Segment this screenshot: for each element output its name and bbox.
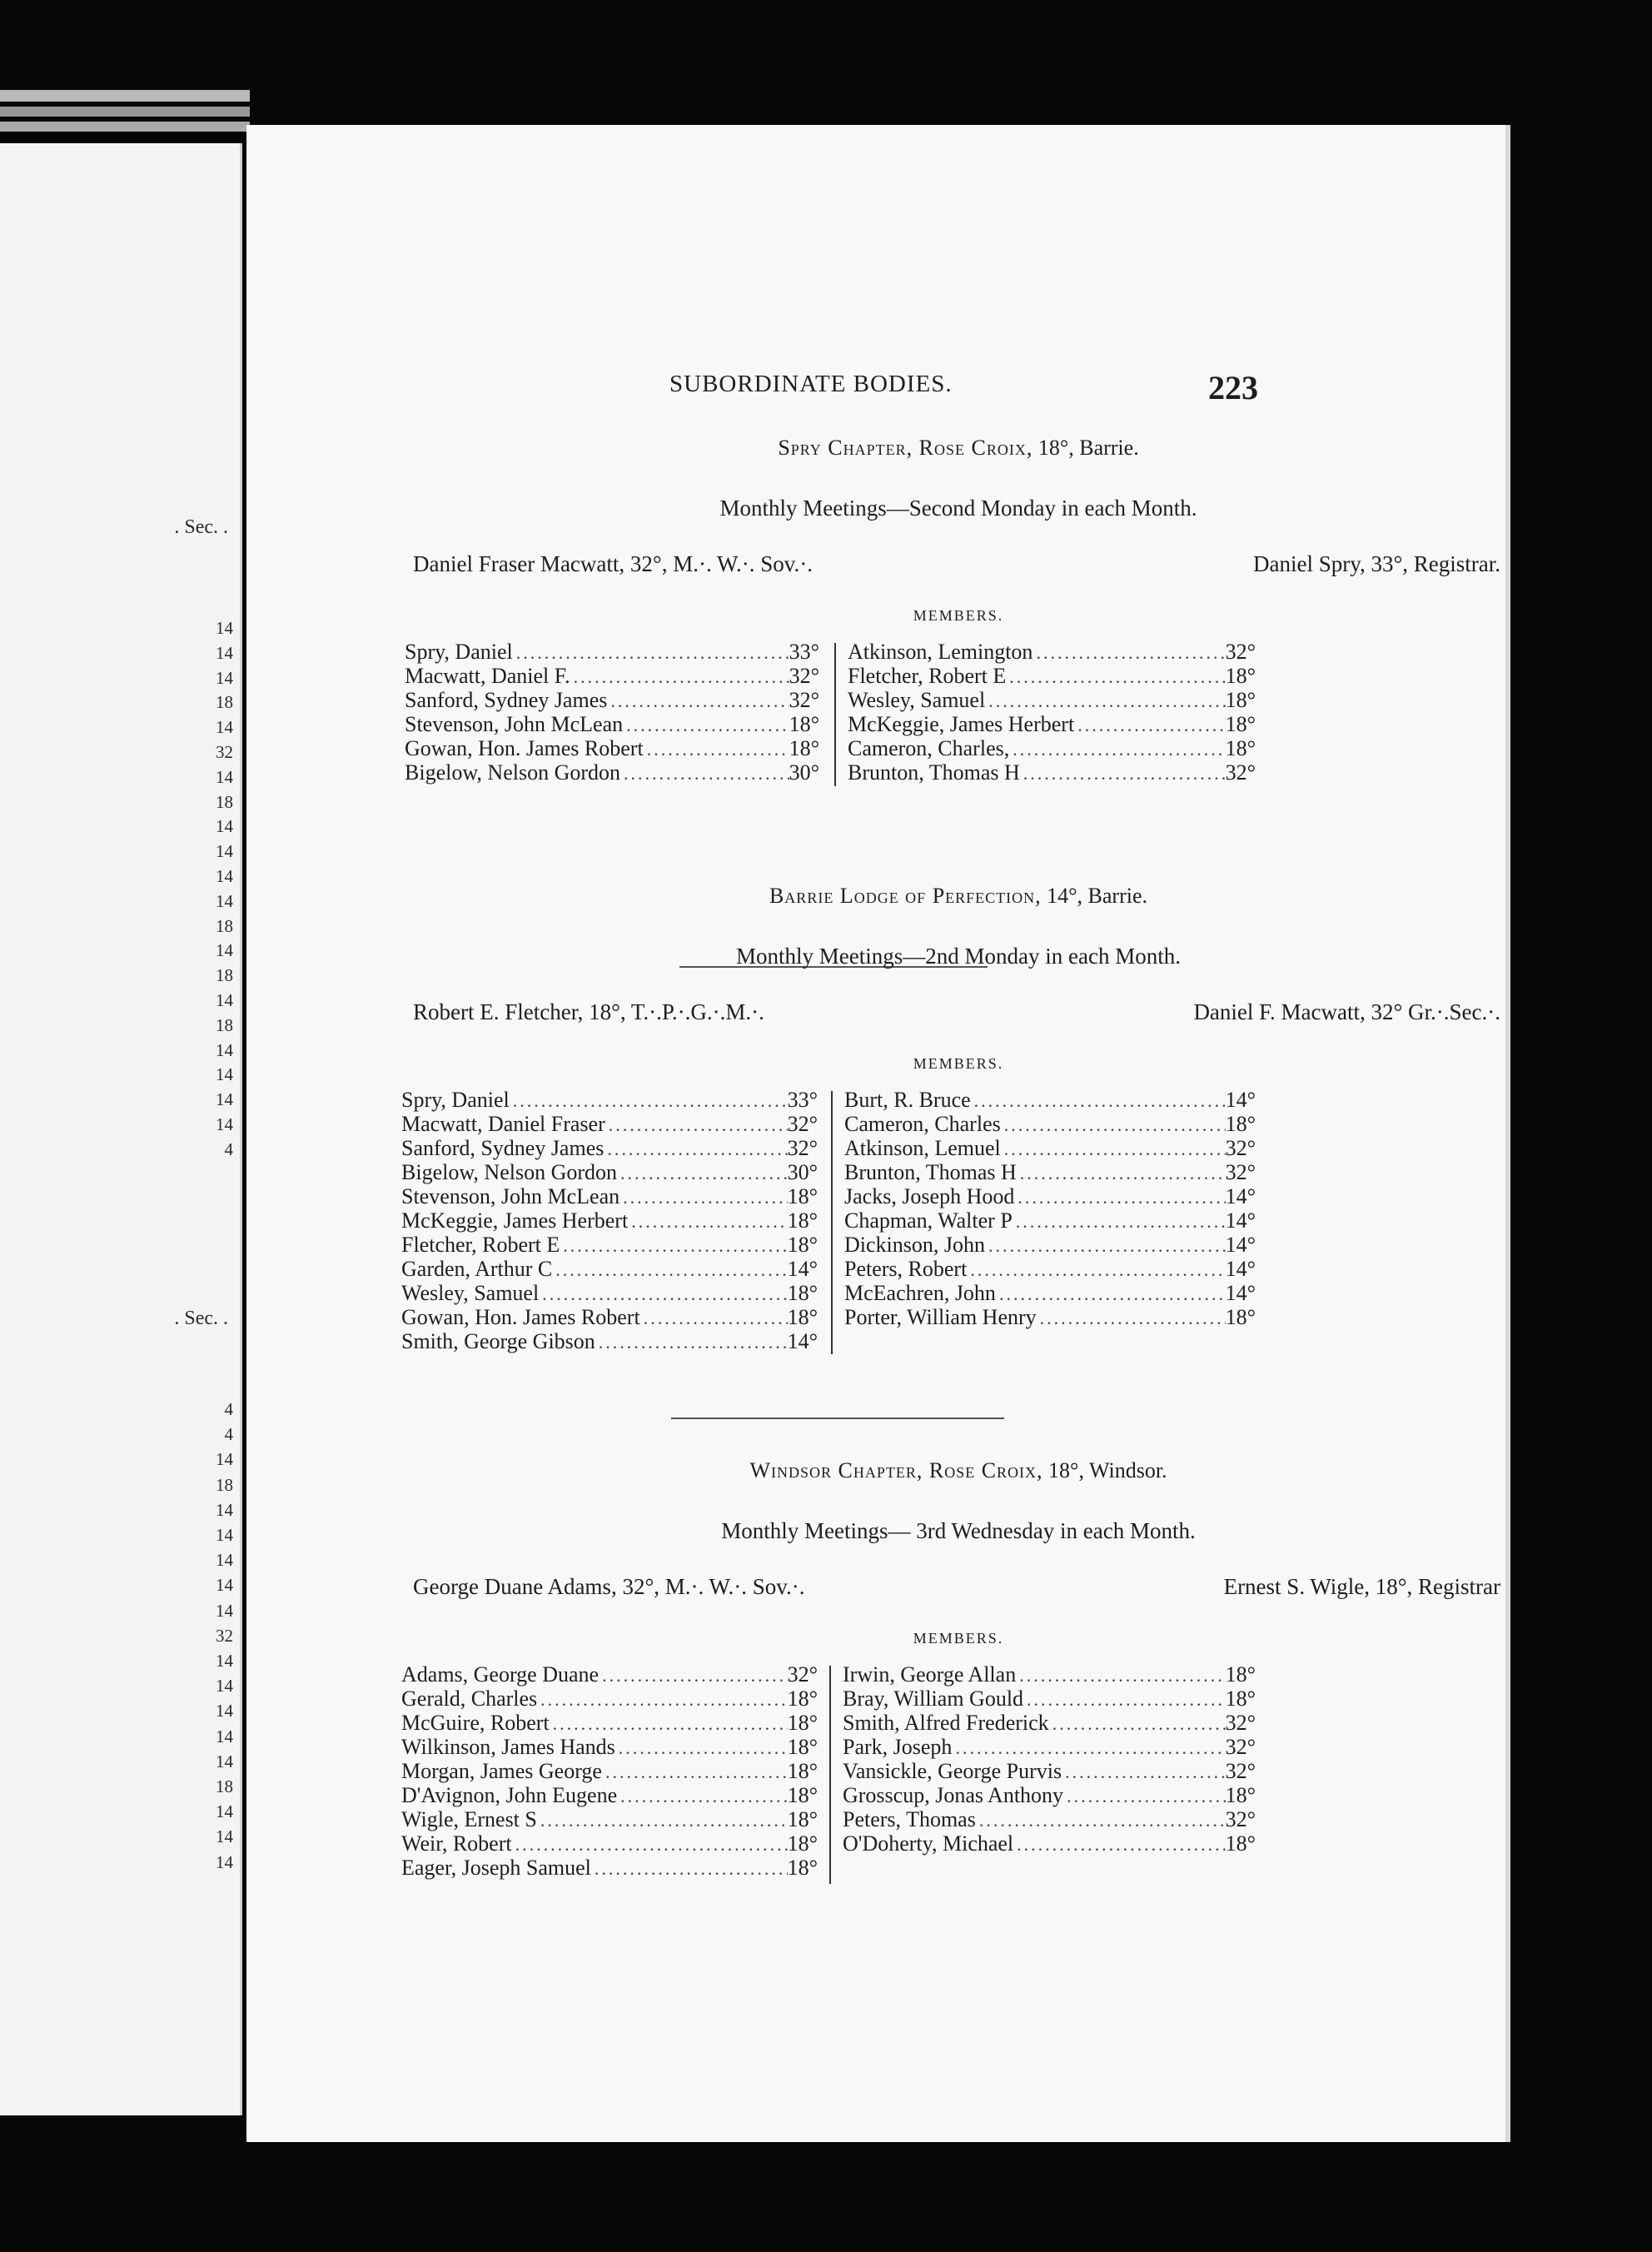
member-degree: 18° xyxy=(787,1735,818,1759)
facing-page-number: 14 xyxy=(216,1801,233,1822)
officer-presiding: Daniel Fraser Macwatt, 32°, M.·. W.·. Sov.·. xyxy=(413,551,813,576)
facing-page-number: 14 xyxy=(216,1114,233,1134)
member-row xyxy=(401,1160,818,1184)
member-degree: 14° xyxy=(1225,1257,1256,1281)
member-name: Sanford, Sydney James xyxy=(405,688,608,712)
member-degree: 18° xyxy=(1225,1112,1256,1136)
officer-registrar: Daniel Spry, 33°, Registrar. xyxy=(1253,551,1500,576)
facing-page-number: 18 xyxy=(216,1014,233,1035)
members-column-left xyxy=(401,1088,818,1353)
member-degree: 18° xyxy=(787,1184,818,1208)
member-name: Spry, Daniel xyxy=(405,640,513,664)
member-degree: 18° xyxy=(787,1856,818,1880)
member-row xyxy=(844,1184,1256,1208)
member-degree: 18° xyxy=(1225,736,1256,760)
member-degree: 18° xyxy=(787,1807,818,1831)
facing-page-number: 14 xyxy=(216,1651,233,1671)
section-title-rest: 14°, Barrie. xyxy=(1041,884,1148,908)
facing-page-number: 18 xyxy=(216,791,233,812)
member-row xyxy=(405,664,819,688)
facing-page-number: 14 xyxy=(216,667,233,688)
members-heading: MEMBERS. xyxy=(913,1630,1004,1647)
member-name: Porter, William Henry xyxy=(844,1305,1037,1329)
facing-page-number: 14 xyxy=(216,1089,233,1110)
facing-page-number: 14 xyxy=(216,1701,233,1721)
dot-leader xyxy=(512,1834,788,1856)
member-degree: 32° xyxy=(1225,1160,1256,1184)
dot-leader xyxy=(996,1283,1226,1305)
member-row xyxy=(843,1759,1256,1783)
member-degree: 14° xyxy=(787,1257,818,1281)
member-name: Peters, Robert xyxy=(844,1257,968,1281)
member-degree: 14° xyxy=(1225,1184,1256,1208)
member-name: Morgan, James George xyxy=(401,1759,602,1783)
member-row xyxy=(848,640,1256,664)
member-row xyxy=(401,1281,818,1305)
facing-page-number: 14 xyxy=(216,1064,233,1085)
facing-page-number: 14 xyxy=(216,1525,233,1545)
member-name: Brunton, Thomas H xyxy=(844,1160,1017,1184)
member-degree: 18° xyxy=(787,1687,818,1711)
member-row xyxy=(844,1305,1256,1329)
member-degree: 18° xyxy=(1225,1305,1256,1329)
facing-page-number: 14 xyxy=(216,841,233,862)
member-name: McEachren, John xyxy=(844,1281,996,1305)
member-degree: 30° xyxy=(789,760,819,785)
facing-page-number: 14 xyxy=(216,1449,233,1470)
member-row xyxy=(401,1662,818,1687)
facing-page xyxy=(0,143,242,2115)
member-degree: 32° xyxy=(789,664,819,688)
member-degree: 18° xyxy=(787,1711,818,1735)
dot-leader xyxy=(1001,1138,1226,1160)
member-degree: 18° xyxy=(787,1233,818,1257)
facing-page-number: 14 xyxy=(216,1575,233,1596)
member-name: Vansickle, George Purvis xyxy=(843,1759,1062,1783)
section-title-smallcaps: Barrie Lodge of Perfection, xyxy=(769,884,1042,908)
member-row xyxy=(401,1711,818,1735)
member-name: Atkinson, Lemuel xyxy=(844,1136,1001,1160)
member-row xyxy=(401,1687,818,1711)
facing-page-number: 18 xyxy=(216,1776,233,1796)
members-heading: MEMBERS. xyxy=(913,607,1004,624)
section-separator xyxy=(671,1417,1004,1419)
officer-registrar: Ernest S. Wigle, 18°, Registrar xyxy=(1223,1574,1500,1599)
member-name: Wesley, Samuel xyxy=(848,688,986,712)
member-degree: 14° xyxy=(1225,1088,1256,1112)
dot-leader xyxy=(644,739,789,760)
member-name: Park, Joseph xyxy=(843,1735,953,1759)
member-name: Macwatt, Daniel Fraser xyxy=(401,1112,605,1136)
member-name: Bigelow, Nelson Gordon xyxy=(405,760,621,785)
member-name: Adams, George Duane xyxy=(401,1662,600,1687)
members-heading: MEMBERS. xyxy=(913,1055,1004,1072)
member-row xyxy=(843,1687,1256,1711)
facing-page-number: 14 xyxy=(216,1751,233,1771)
facing-page-number: 14 xyxy=(216,1726,233,1746)
member-name: Bray, William Gould xyxy=(843,1687,1024,1711)
section-barrie-lodge xyxy=(396,879,1520,1363)
dot-leader xyxy=(599,1665,788,1687)
meetings-line: Monthly Meetings—Second Monday in each Month. xyxy=(719,496,1197,521)
members-roster xyxy=(396,1662,1520,1887)
dot-leader xyxy=(537,1689,787,1711)
members-column-right xyxy=(848,640,1256,785)
dot-leader xyxy=(985,690,1225,712)
member-name: Stevenson, John McLean xyxy=(401,1184,620,1208)
dot-leader xyxy=(510,1090,788,1112)
facing-page-number: 4 xyxy=(224,1138,233,1159)
member-row xyxy=(844,1160,1256,1184)
member-row xyxy=(401,1305,818,1329)
member-name: Peters, Thomas xyxy=(843,1807,976,1831)
section-title-rest: 18°, Windsor. xyxy=(1042,1458,1167,1482)
dot-leader xyxy=(604,1138,787,1160)
member-row xyxy=(848,736,1256,760)
dot-leader xyxy=(537,1810,788,1831)
officers-line xyxy=(396,999,1520,1033)
member-row xyxy=(401,1257,818,1281)
dot-leader xyxy=(617,1163,788,1184)
member-degree: 14° xyxy=(1225,1233,1256,1257)
member-degree: 18° xyxy=(787,1759,818,1783)
officer-secretary: Daniel F. Macwatt, 32° Gr.·.Sec.·. xyxy=(1193,999,1500,1024)
section-title xyxy=(396,1454,1520,1487)
member-row xyxy=(401,1233,818,1257)
page-number: 223 xyxy=(1208,369,1258,406)
member-name: Burt, R. Bruce xyxy=(844,1088,971,1112)
dot-leader xyxy=(1023,1689,1226,1711)
member-name: Cameron, Charles, xyxy=(848,736,1010,760)
dot-leader xyxy=(967,1259,1225,1281)
facing-page-number: 18 xyxy=(216,1474,233,1495)
dot-leader xyxy=(1013,1211,1226,1233)
dot-leader xyxy=(1063,1786,1226,1807)
member-name: Macwatt, Daniel F. xyxy=(405,664,570,688)
member-degree: 32° xyxy=(789,688,819,712)
column-divider xyxy=(831,1091,833,1354)
member-row xyxy=(848,664,1256,688)
facing-page-number: 32 xyxy=(216,1625,233,1646)
member-degree: 32° xyxy=(1225,1711,1256,1735)
members-roster xyxy=(396,640,1520,790)
member-name: Sanford, Sydney James xyxy=(401,1136,605,1160)
facing-page-number: 14 xyxy=(216,890,233,911)
dot-leader xyxy=(591,1858,788,1880)
member-name: Wilkinson, James Hands xyxy=(401,1735,615,1759)
members-roster xyxy=(396,1088,1520,1363)
dot-leader xyxy=(1032,642,1225,664)
dot-leader xyxy=(1074,715,1225,736)
dot-leader xyxy=(550,1713,788,1735)
member-degree: 18° xyxy=(1225,1662,1256,1687)
officers-line xyxy=(396,1574,1520,1607)
facing-page-number: 14 xyxy=(216,940,233,961)
member-name: Gowan, Hon. James Robert xyxy=(405,736,644,760)
dot-leader xyxy=(623,715,789,736)
member-row xyxy=(401,1856,818,1880)
member-row xyxy=(844,1136,1256,1160)
facing-page-number: 14 xyxy=(216,1550,233,1571)
member-row xyxy=(843,1711,1256,1735)
column-divider xyxy=(834,643,836,786)
dot-leader xyxy=(513,642,789,664)
dot-leader xyxy=(620,1187,787,1208)
member-degree: 30° xyxy=(787,1160,818,1184)
facing-page-number: 14 xyxy=(216,1851,233,1872)
dot-leader xyxy=(1013,1834,1225,1856)
section-title xyxy=(396,431,1520,465)
dot-leader xyxy=(617,1786,787,1807)
facing-page-number: 14 xyxy=(216,618,233,638)
member-name: McKeggie, James Herbert xyxy=(401,1208,629,1233)
member-degree: 18° xyxy=(789,736,819,760)
member-row xyxy=(848,688,1256,712)
section-title-smallcaps: Spry Chapter, Rose Croix, xyxy=(778,436,1033,460)
member-name: Garden, Arthur C xyxy=(401,1257,553,1281)
dot-leader xyxy=(1014,1187,1225,1208)
member-degree: 14° xyxy=(1225,1208,1256,1233)
member-degree: 32° xyxy=(1225,1136,1256,1160)
member-name: Fletcher, Robert E xyxy=(848,664,1007,688)
facing-page-number: 14 xyxy=(216,1826,233,1847)
member-row xyxy=(848,760,1256,785)
member-name: Bigelow, Nelson Gordon xyxy=(401,1160,618,1184)
member-name: Eager, Joseph Samuel xyxy=(401,1856,591,1880)
member-name: McKeggie, James Herbert xyxy=(848,712,1075,736)
running-head: SUBORDINATE BODIES. xyxy=(669,371,953,397)
facing-page-number: 14 xyxy=(216,642,233,663)
facing-page-number: 14 xyxy=(216,866,233,886)
member-degree: 18° xyxy=(1225,1831,1256,1856)
member-name: Weir, Robert xyxy=(401,1831,512,1856)
meetings-line: Monthly Meetings—2nd Monday in each Month. xyxy=(736,944,1181,969)
member-row xyxy=(401,1208,818,1233)
members-column-left xyxy=(405,640,819,785)
member-row xyxy=(848,712,1256,736)
member-row xyxy=(401,1088,818,1112)
member-row xyxy=(401,1735,818,1759)
member-degree: 18° xyxy=(1225,688,1256,712)
member-row xyxy=(843,1783,1256,1807)
members-column-left xyxy=(401,1662,818,1880)
dot-leader xyxy=(560,1235,787,1257)
member-degree: 18° xyxy=(1225,1783,1256,1807)
member-degree: 32° xyxy=(1225,1735,1256,1759)
member-degree: 14° xyxy=(1225,1281,1256,1305)
member-degree: 32° xyxy=(787,1112,818,1136)
dot-leader xyxy=(1062,1761,1226,1783)
facing-page-number: 14 xyxy=(216,816,233,837)
member-name: Jacks, Joseph Hood xyxy=(844,1184,1015,1208)
dot-leader xyxy=(595,1332,788,1353)
member-degree: 33° xyxy=(789,640,819,664)
facing-page-number: 4 xyxy=(224,1424,233,1445)
member-degree: 32° xyxy=(1225,1807,1256,1831)
dot-leader xyxy=(1037,1308,1226,1329)
section-windsor-chapter xyxy=(396,1454,1520,1887)
facing-page-number: 14 xyxy=(216,766,233,787)
member-degree: 32° xyxy=(787,1662,818,1687)
member-name: Atkinson, Lemington xyxy=(848,640,1033,664)
facing-page-number: 14 xyxy=(216,1499,233,1520)
section-title-smallcaps: Windsor Chapter, Rose Croix, xyxy=(749,1458,1043,1482)
member-name: Wesley, Samuel xyxy=(401,1281,540,1305)
member-degree: 32° xyxy=(787,1136,818,1160)
member-name: Chapman, Walter P xyxy=(844,1208,1013,1233)
member-row xyxy=(401,1112,818,1136)
member-name: Grosscup, Jonas Anthony xyxy=(843,1783,1064,1807)
dot-leader xyxy=(615,1737,788,1759)
member-degree: 18° xyxy=(1225,1687,1256,1711)
member-name: Smith, George Gibson xyxy=(401,1329,595,1353)
member-row xyxy=(405,760,819,785)
dot-leader xyxy=(602,1761,788,1783)
facing-page-number: 14 xyxy=(216,1039,233,1060)
dot-leader xyxy=(1006,666,1225,688)
member-row xyxy=(401,1184,818,1208)
facing-page-number: 18 xyxy=(216,915,233,936)
member-degree: 33° xyxy=(787,1088,818,1112)
page-edge-strip xyxy=(0,90,250,102)
member-name: Gerald, Charles xyxy=(401,1687,538,1711)
member-row xyxy=(843,1831,1256,1856)
dot-leader xyxy=(640,1308,788,1329)
member-row xyxy=(401,1831,818,1856)
facing-page-number: 14 xyxy=(216,990,233,1010)
member-degree: 32° xyxy=(1225,760,1256,785)
member-name: Wigle, Ernest S xyxy=(401,1807,537,1831)
facing-page-number: 14 xyxy=(216,717,233,738)
member-row xyxy=(843,1662,1256,1687)
facing-page-number: 18 xyxy=(216,965,233,986)
member-name: Spry, Daniel xyxy=(401,1088,510,1112)
member-row xyxy=(844,1233,1256,1257)
dot-leader xyxy=(628,1211,787,1233)
member-degree: 18° xyxy=(789,712,819,736)
member-degree: 32° xyxy=(1225,1759,1256,1783)
member-row xyxy=(401,1329,818,1353)
section-title xyxy=(396,879,1520,913)
member-name: Irwin, George Allan xyxy=(843,1662,1017,1687)
dot-leader xyxy=(1016,1665,1225,1687)
member-name: Fletcher, Robert E xyxy=(401,1233,560,1257)
dot-leader xyxy=(539,1283,787,1305)
section-title-rest: 18°, Barrie. xyxy=(1032,436,1139,460)
member-degree: 18° xyxy=(787,1831,818,1856)
member-degree: 14° xyxy=(787,1329,818,1353)
member-name: O'Doherty, Michael xyxy=(843,1831,1014,1856)
dot-leader xyxy=(1017,1163,1226,1184)
member-row xyxy=(844,1208,1256,1233)
member-degree: 18° xyxy=(1225,664,1256,688)
page-edge-strip xyxy=(0,122,250,132)
dot-leader xyxy=(971,1090,1226,1112)
dot-leader xyxy=(570,666,789,688)
dot-leader xyxy=(1020,763,1226,785)
member-row xyxy=(401,1807,818,1831)
member-degree: 18° xyxy=(787,1305,818,1329)
member-degree: 18° xyxy=(787,1783,818,1807)
member-degree: 18° xyxy=(787,1208,818,1233)
member-row xyxy=(405,736,819,760)
member-row xyxy=(405,688,819,712)
book-page xyxy=(246,125,1510,2142)
member-row xyxy=(843,1807,1256,1831)
member-row xyxy=(844,1281,1256,1305)
dot-leader xyxy=(1009,739,1225,760)
column-divider xyxy=(829,1666,831,1884)
facing-page-number: 4 xyxy=(224,1399,233,1419)
meetings-line: Monthly Meetings— 3rd Wednesday in each Month. xyxy=(721,1518,1196,1543)
facing-page-number: 14 xyxy=(216,1600,233,1621)
officers-line xyxy=(396,551,1520,585)
member-degree: 18° xyxy=(787,1281,818,1305)
member-row xyxy=(843,1735,1256,1759)
facing-page-number: 14 xyxy=(216,1676,233,1696)
facing-page-sec-label: . Sec. . xyxy=(174,516,228,538)
dot-leader xyxy=(552,1259,787,1281)
dot-leader xyxy=(620,763,789,785)
member-degree: 18° xyxy=(1225,712,1256,736)
member-name: McGuire, Robert xyxy=(401,1711,550,1735)
dot-leader xyxy=(605,1114,788,1136)
facing-page-number: 18 xyxy=(216,692,233,713)
dot-leader xyxy=(1049,1713,1226,1735)
dot-leader xyxy=(1001,1114,1226,1136)
member-row xyxy=(401,1759,818,1783)
member-degree: 32° xyxy=(1225,640,1256,664)
member-name: Stevenson, John McLean xyxy=(405,712,624,736)
member-row xyxy=(405,712,819,736)
officer-presiding: George Duane Adams, 32°, M.·. W.·. Sov.·. xyxy=(413,1574,805,1599)
member-row xyxy=(401,1136,818,1160)
officer-presiding: Robert E. Fletcher, 18°, T.·.P.·.G.·.M.·. xyxy=(413,999,764,1024)
members-column-right xyxy=(844,1088,1256,1329)
dot-leader xyxy=(952,1737,1225,1759)
dot-leader xyxy=(607,690,789,712)
member-name: D'Avignon, John Eugene xyxy=(401,1783,618,1807)
member-row xyxy=(401,1783,818,1807)
dot-leader xyxy=(985,1235,1226,1257)
member-name: Cameron, Charles xyxy=(844,1112,1001,1136)
dot-leader xyxy=(976,1810,1226,1831)
member-name: Smith, Alfred Frederick xyxy=(843,1711,1049,1735)
member-name: Brunton, Thomas H xyxy=(848,760,1020,785)
member-row xyxy=(844,1088,1256,1112)
page-edge-strip xyxy=(0,107,250,117)
member-row xyxy=(405,640,819,664)
member-name: Dickinson, John xyxy=(844,1233,985,1257)
members-column-right xyxy=(843,1662,1256,1856)
facing-page-number: 32 xyxy=(216,742,233,762)
section-spry-chapter xyxy=(396,431,1520,790)
facing-page-sec-label: . Sec. . xyxy=(174,1308,228,1329)
member-row xyxy=(844,1112,1256,1136)
member-row xyxy=(844,1257,1256,1281)
member-name: Gowan, Hon. James Robert xyxy=(401,1305,640,1329)
